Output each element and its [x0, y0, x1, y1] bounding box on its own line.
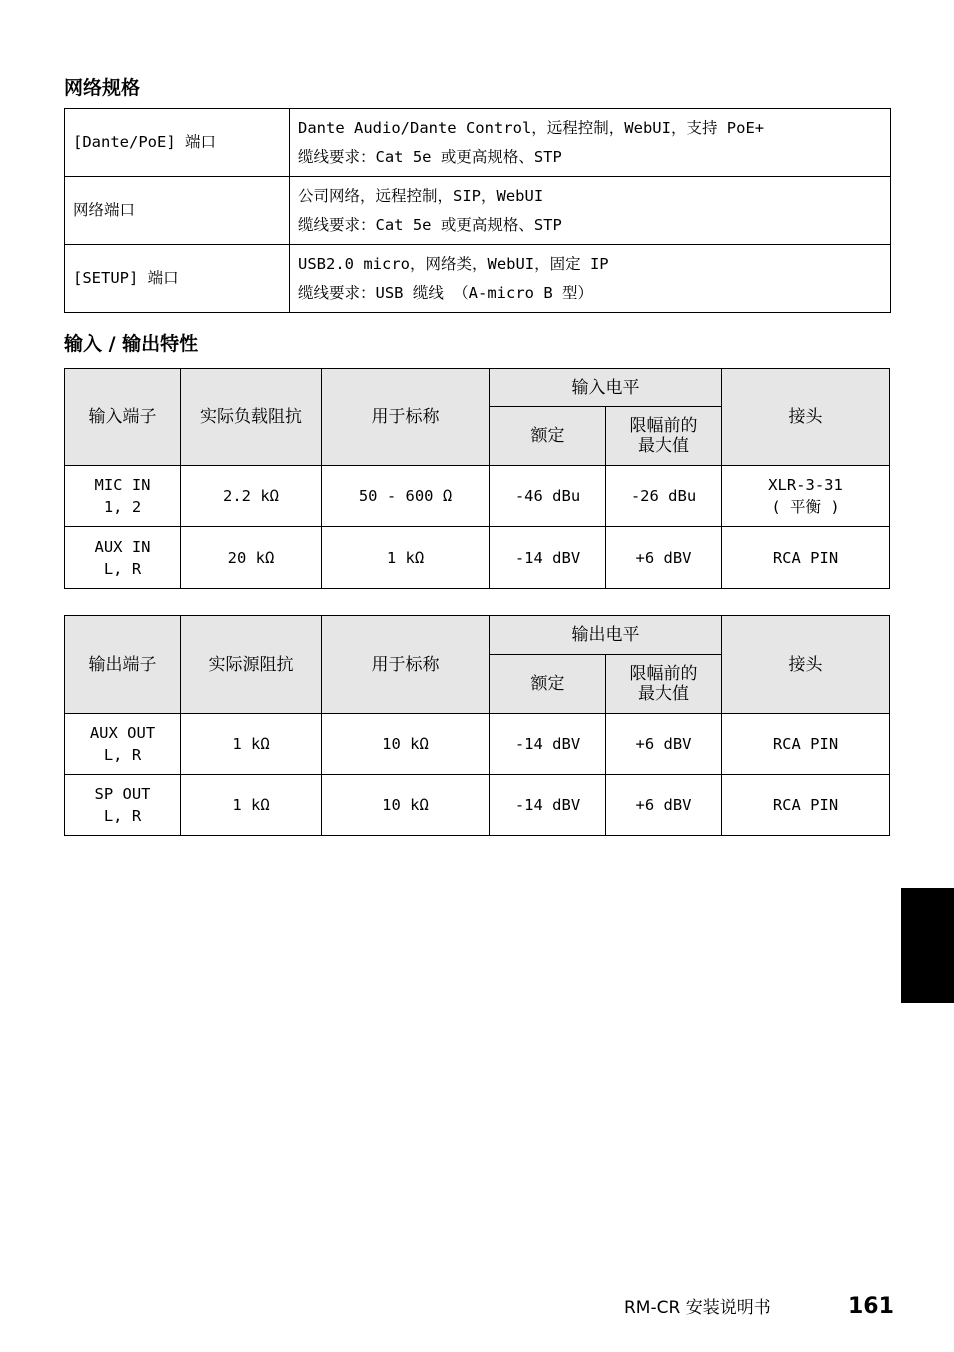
terminal-name: SP OUT	[94, 785, 151, 803]
terminal-name: MIC IN	[94, 476, 151, 494]
table-row	[65, 177, 891, 245]
header-rated: 额定	[490, 407, 606, 466]
table-header-row	[65, 616, 890, 655]
header-rated: 额定	[490, 655, 606, 714]
io-characteristics-heading: 输入 / 输出特性	[64, 333, 199, 355]
output-characteristics-table	[64, 615, 890, 836]
max-cell: -26 dBu	[606, 466, 722, 527]
header-max-before-clip	[606, 407, 722, 466]
rated-cell: -14 dBV	[490, 775, 606, 836]
table-row	[65, 245, 891, 313]
table-row	[65, 109, 891, 177]
port-description-cell	[290, 177, 891, 245]
connector-cell	[722, 466, 890, 527]
nominal-cell: 1 kΩ	[322, 527, 490, 589]
description-line: USB2.0 micro，网络类，WebUI，固定 IP	[298, 254, 609, 273]
connector-cell: RCA PIN	[722, 775, 890, 836]
connector-note: ( 平衡 )	[771, 498, 840, 516]
table-row	[65, 714, 890, 775]
port-name-cell: [Dante/PoE] 端口	[65, 109, 290, 177]
page-number: 161	[848, 1294, 894, 1319]
port-name-cell: 网络端口	[65, 177, 290, 245]
max-cell: +6 dBV	[606, 775, 722, 836]
max-cell: +6 dBV	[606, 714, 722, 775]
table-row	[65, 527, 890, 589]
impedance-cell: 1 kΩ	[181, 775, 322, 836]
connector-cell: RCA PIN	[722, 714, 890, 775]
cable-requirement-line: 缆线要求：USB 缆线 （A-micro B 型）	[298, 283, 593, 302]
terminal-name: AUX OUT	[89, 724, 156, 742]
terminal-cell	[65, 527, 181, 589]
terminal-channels: L, R	[103, 807, 142, 825]
header-terminal: 输入端子	[65, 369, 181, 466]
header-impedance: 实际源阻抗	[181, 616, 322, 714]
chapter-side-tab	[901, 888, 954, 1003]
nominal-cell: 10 kΩ	[322, 775, 490, 836]
impedance-cell: 2.2 kΩ	[181, 466, 322, 527]
header-nominal: 用于标称	[322, 616, 490, 714]
document-title: RM-CR 安装说明书	[624, 1298, 771, 1318]
terminal-channels: 1, 2	[103, 498, 142, 516]
network-spec-heading: 网络规格	[64, 77, 141, 99]
header-max-line: 最大值	[638, 436, 689, 456]
header-level-group: 输出电平	[490, 616, 722, 655]
connector-cell: RCA PIN	[722, 527, 890, 589]
terminal-channels: L, R	[103, 559, 142, 578]
port-name-cell: [SETUP] 端口	[65, 245, 290, 313]
header-terminal: 输出端子	[65, 616, 181, 714]
table-row	[65, 775, 890, 836]
header-max-line: 最大值	[638, 684, 689, 704]
header-connector: 接头	[722, 616, 890, 714]
max-cell: +6 dBV	[606, 527, 722, 589]
rated-cell: -14 dBV	[490, 714, 606, 775]
header-nominal: 用于标称	[322, 369, 490, 466]
header-connector: 接头	[722, 369, 890, 466]
header-max-line: 限幅前的	[629, 664, 698, 684]
terminal-cell	[65, 775, 181, 836]
network-spec-table	[64, 108, 891, 313]
impedance-cell: 1 kΩ	[181, 714, 322, 775]
port-description-cell	[290, 109, 891, 177]
rated-cell: -46 dBu	[490, 466, 606, 527]
port-description-cell	[290, 245, 891, 313]
connector-name: XLR-3-31	[768, 476, 843, 494]
description-line: 公司网络，远程控制，SIP，WebUI	[298, 186, 544, 205]
header-level-group: 输入电平	[490, 369, 722, 407]
description-line: Dante Audio/Dante Control，远程控制，WebUI，支持 PoE+	[298, 118, 765, 137]
cable-requirement-line: 缆线要求：Cat 5e 或更高规格、STP	[298, 147, 562, 166]
terminal-cell	[65, 466, 181, 527]
terminal-name: AUX IN	[94, 537, 151, 556]
cable-requirement-line: 缆线要求：Cat 5e 或更高规格、STP	[298, 215, 562, 234]
header-max-before-clip	[606, 655, 722, 714]
nominal-cell: 10 kΩ	[322, 714, 490, 775]
header-impedance: 实际负载阻抗	[181, 369, 322, 466]
table-header-row	[65, 369, 890, 407]
terminal-channels: L, R	[103, 746, 142, 764]
header-max-line: 限幅前的	[629, 416, 698, 436]
nominal-cell: 50 - 600 Ω	[322, 466, 490, 527]
table-row	[65, 466, 890, 527]
rated-cell: -14 dBV	[490, 527, 606, 589]
input-characteristics-table	[64, 368, 890, 589]
terminal-cell	[65, 714, 181, 775]
impedance-cell: 20 kΩ	[181, 527, 322, 589]
